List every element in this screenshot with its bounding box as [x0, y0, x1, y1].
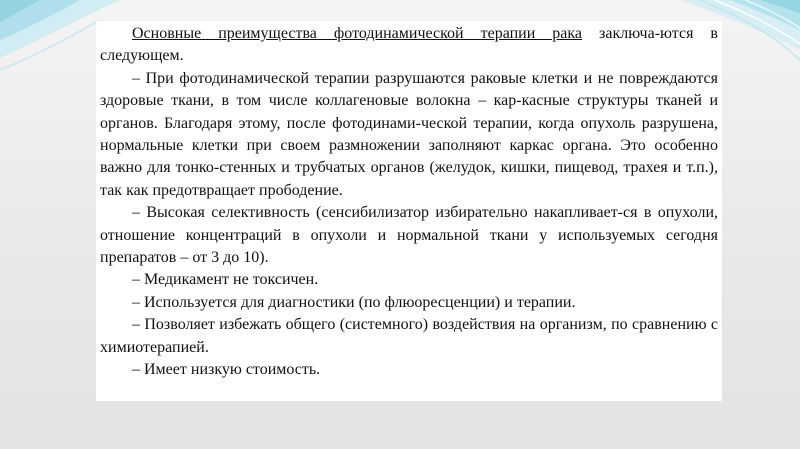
intro-heading: Основные преимущества фотодинамической терапии рака — [132, 25, 583, 42]
advantage-item-2: – Высокая селективность (сенсибилизатор избирательно накапливает-ся в опухоли, отношение концентраций в опухоли и нормальной ткани у используемых сегодня препаратов – от 3 до 10). — [100, 204, 718, 267]
advantage-item-1: – При фотодинамической терапии разрушаются раковые клетки и не повреждаются здоровые ткани, в том числе коллагеновые волокна – кар-касные структуры тканей и органов. Благодаря этому, после фотодинами-ческой терапии, когда опухоль разрушена, нормальные клетки при своем размножении заполняют каркас органа. Это особенно важно для тонко-стенных и трубчатых органов (желудок, кишки, пищевод, трахея и т.п.), так как предотвращает прободение. — [100, 69, 718, 199]
intro-rest: заключа-ются в следующем. — [100, 25, 718, 65]
text-panel — [96, 21, 722, 401]
advantage-item-3: – Медикамент не токсичен. — [132, 271, 319, 289]
advantage-item-6: – Имеет низкую стоимость. — [132, 361, 321, 379]
advantage-item-4: – Используется для диагностики (по флюоресценции) и терапии. — [132, 293, 576, 311]
intro-paragraph — [100, 23, 718, 68]
advantage-item-5: – Позволяет избежать общего (системного) воздействия на организм, по сравнению с химиотерапией. — [100, 316, 718, 356]
